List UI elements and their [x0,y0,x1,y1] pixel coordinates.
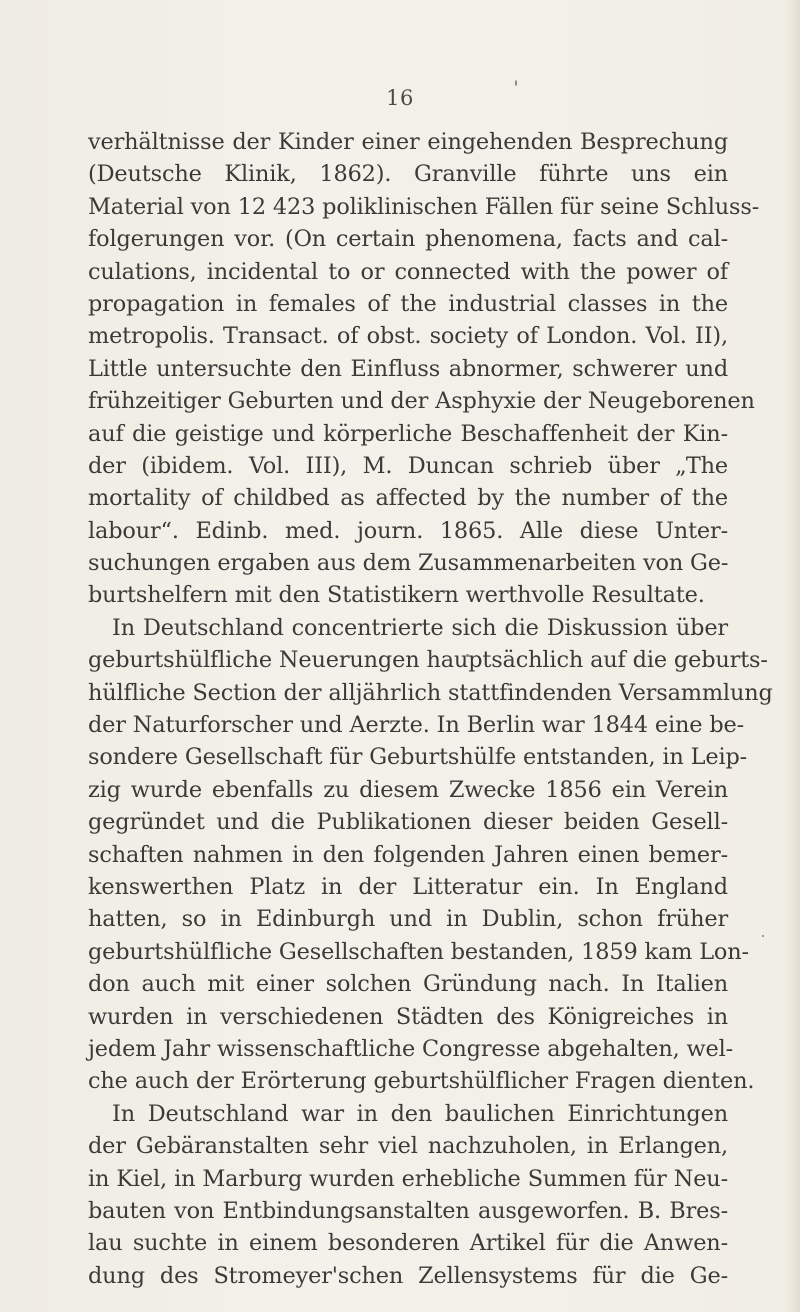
text-line: Material von 12 423 poliklinischen Fällen für seine Schluss- [88,193,760,220]
text-line: bauten von Entbindungsanstalten ausgeworfen. B. Bres- [88,1197,728,1224]
text-line: schaften nahmen in den folgenden Jahren einen bemer- [88,841,728,868]
body-text [88,126,773,1292]
text-line: frühzeitiger Geburten und der Asphyxie der Neugeborenen [88,388,755,415]
text-line: hatten, so in Edinburgh und in Dublin, schon früher [88,906,728,933]
text-line: der (ibidem. Vol. III), M. Duncan schrieb über „The [88,452,728,479]
text-line: In Deutschland concentrierte sich die Diskussion über [112,614,728,641]
text-line: zig wurde ebenfalls zu diesem Zwecke 1856 ein Verein [88,776,728,803]
text-line: mortality of childbed as affected by the number of the [88,485,728,512]
text-line: der Gebäranstalten sehr viel nachzuholen, in Erlangen, [88,1133,728,1160]
text-line: kenswerthen Platz in der Litteratur ein. In England [88,873,728,900]
page-number: 16 [386,86,414,110]
text-line: don auch mit einer solchen Gründung nach. In Italien [88,971,728,998]
text-line: Little untersuchte den Einfluss abnormer, schwerer und [88,355,728,382]
text-line: culations, incidental to or connected with the power of [88,258,728,285]
text-line: labour“. Edinb. med. journ. 1865. Alle diese Unter- [88,517,728,544]
text-line: wurden in verschiedenen Städten des Königreiches in [88,1003,728,1030]
text-line: dung des Stromeyer'schen Zellensystems für die Ge- [88,1262,728,1289]
text-line: (Deutsche Klinik, 1862). Granville führte uns ein [88,161,728,188]
text-line: metropolis. Transact. of obst. society of London. Vol. II), [88,323,728,350]
text-line: sondere Gesellschaft für Geburtshülfe entstanden, in Leip- [88,744,748,771]
text-line: jedem Jahr wissenschaftliche Congresse abgehalten, wel- [88,1035,734,1062]
text-line: geburtshülfliche Gesellschaften bestanden, 1859 kam Lon- [88,938,749,965]
text-line: verhältnisse der Kinder einer eingehenden Besprechung [88,129,728,155]
text-line: auf die geistige und körperliche Beschaffenheit der Kin- [88,420,728,447]
text-line: che auch der Erörterung geburtshülflicher Fragen dienten. [88,1068,755,1095]
text-line: propagation in females of the industrial classes in the [88,290,728,317]
text-line: der Naturforscher und Aerzte. In Berlin war 1844 eine be- [88,712,745,739]
text-line: lau suchte in einem besonderen Artikel für die Anwen- [88,1230,728,1257]
paper-speck [762,935,764,937]
text-line: In Deutschland war in den baulichen Einrichtungen [112,1100,728,1127]
text-line: suchungen ergaben aus dem Zusammenarbeiten von Ge- [88,550,729,577]
page-edge-shadow [786,0,800,1312]
text-line: folgerungen vor. (On certain phenomena, facts and cal- [88,226,728,253]
text-line: in Kiel, in Marburg wurden erhebliche Summen für Neu- [88,1165,728,1192]
text-line: hülfliche Section der alljährlich stattfindenden Versammlung [88,679,773,706]
text-line: burtshelfern mit den Statistikern werthvolle Resultate. [88,582,705,609]
text-line: geburtshülfliche Neuerungen hauptsächlich auf die geburts- [88,647,768,674]
text-line: gegründet und die Publikationen dieser beiden Gesell- [88,809,728,836]
